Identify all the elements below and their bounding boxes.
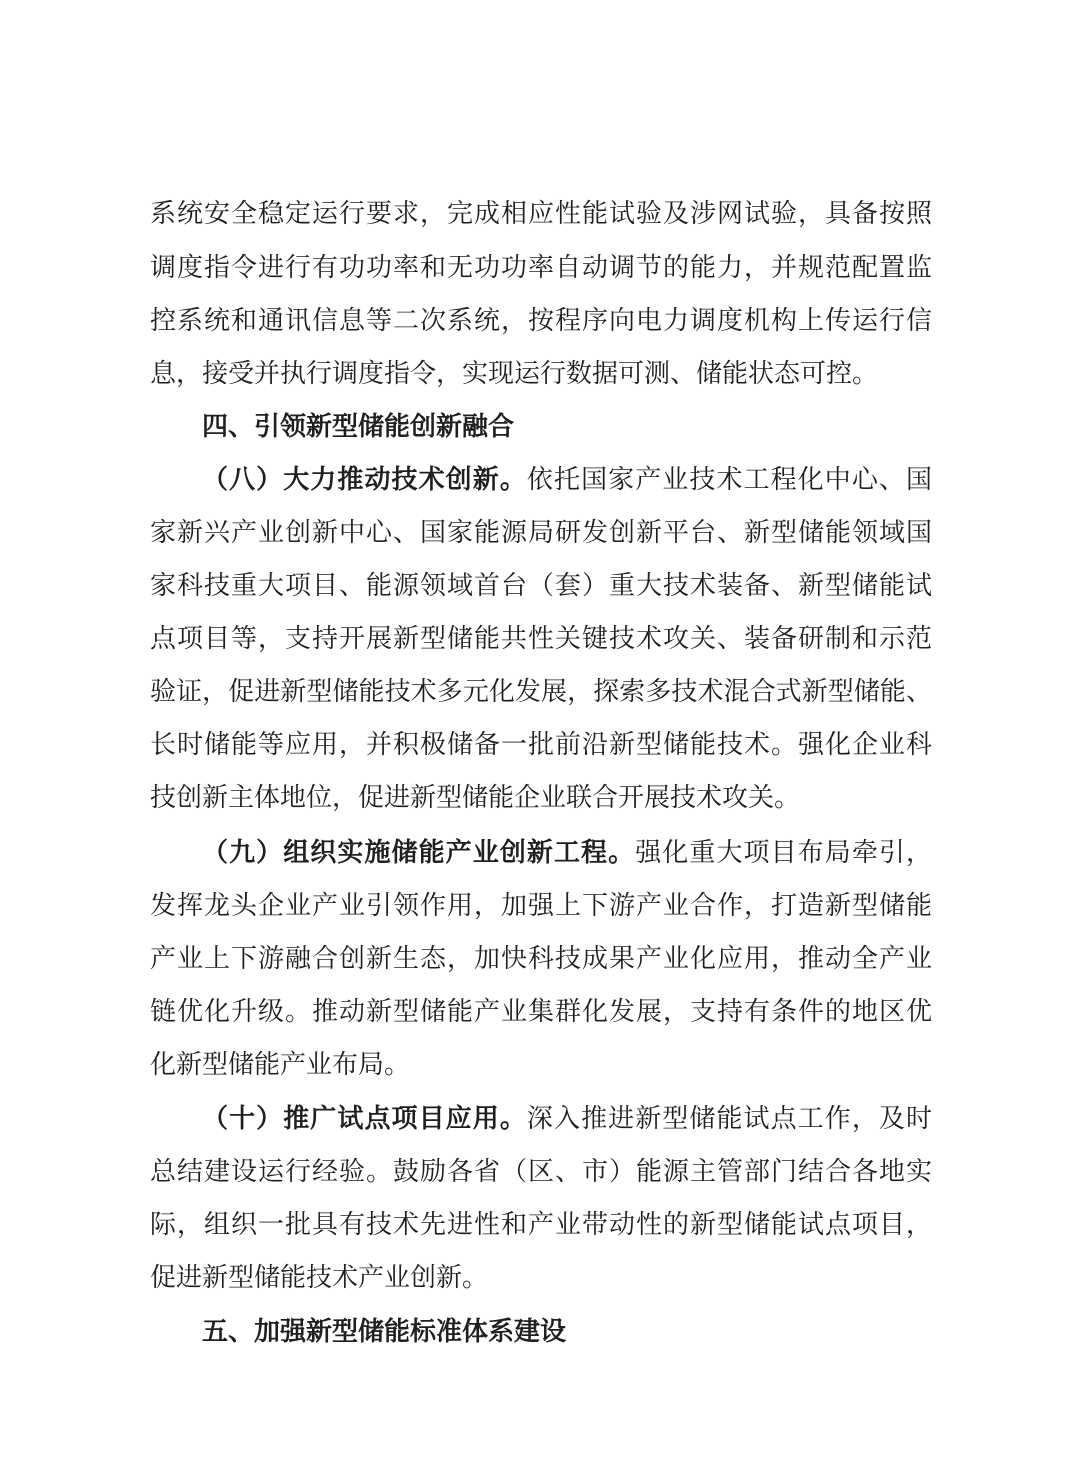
body-text-line: 链优化升级。推动新型储能产业集群化发展，支持有条件的地区优 (150, 997, 932, 1027)
paragraph-first-line (202, 454, 932, 506)
body-text-line: 产业上下游融合创新生态，加快科技成果产业化应用，推动全产业 (150, 944, 932, 974)
paragraph-first-line (202, 827, 932, 879)
body-text-line: 家科技重大项目、能源领域首台（套）重大技术装备、新型储能试 (150, 571, 932, 601)
body-text-line: 息，接受并执行调度指令，实现运行数据可测、储能状态可控。 (150, 359, 879, 389)
paragraph-text: 强化重大项目布局牵引， (635, 838, 932, 868)
paragraph-text: 依托国家产业技术工程化中心、国 (526, 465, 932, 495)
paragraph-first-line (202, 1093, 932, 1145)
body-text-line: 发挥龙头企业产业引领作用，加强上下游产业合作，打造新型储能 (150, 891, 932, 921)
paragraph-lead: （十）推广试点项目应用。 (202, 1104, 527, 1134)
body-text-line: 促进新型储能技术产业创新。 (150, 1263, 489, 1293)
body-text-line: 控系统和通讯信息等二次系统，按程序向电力调度机构上传运行信 (150, 306, 932, 336)
body-text-line: 总结建设运行经验。鼓励各省（区、市）能源主管部门结合各地实 (150, 1157, 932, 1187)
body-text-line: 点项目等，支持开展新型储能共性关键技术攻关、装备研制和示范 (150, 624, 932, 654)
body-text-line: 调度指令进行有功功率和无功功率自动调节的能力，并规范配置监 (150, 253, 932, 283)
body-text-line: 家新兴产业创新中心、国家能源局研发创新平台、新型储能领域国 (150, 518, 932, 548)
body-text-line: 化新型储能产业布局。 (150, 1050, 411, 1080)
body-text-line: 长时储能等应用，并积极储备一批前沿新型储能技术。强化企业科 (150, 730, 932, 760)
paragraph-text: 深入推进新型储能试点工作，及时 (526, 1104, 932, 1134)
paragraph-lead: （八）大力推动技术创新。 (202, 465, 527, 495)
body-text-line: 技创新主体地位，促进新型储能企业联合开展技术攻关。 (150, 783, 801, 813)
section-heading: 五、加强新型储能标准体系建设 (202, 1317, 567, 1347)
paragraph-lead: （九）组织实施储能产业创新工程。 (202, 838, 636, 868)
body-text-line: 际，组织一批具有技术先进性和产业带动性的新型储能试点项目， (150, 1210, 932, 1240)
body-text-line: 系统安全稳定运行要求，完成相应性能试验及涉网试验，具备按照 (150, 199, 932, 229)
section-heading: 四、引领新型储能创新融合 (202, 412, 515, 442)
body-text-line: 验证，促进新型储能技术多元化发展，探索多技术混合式新型储能、 (150, 677, 932, 707)
